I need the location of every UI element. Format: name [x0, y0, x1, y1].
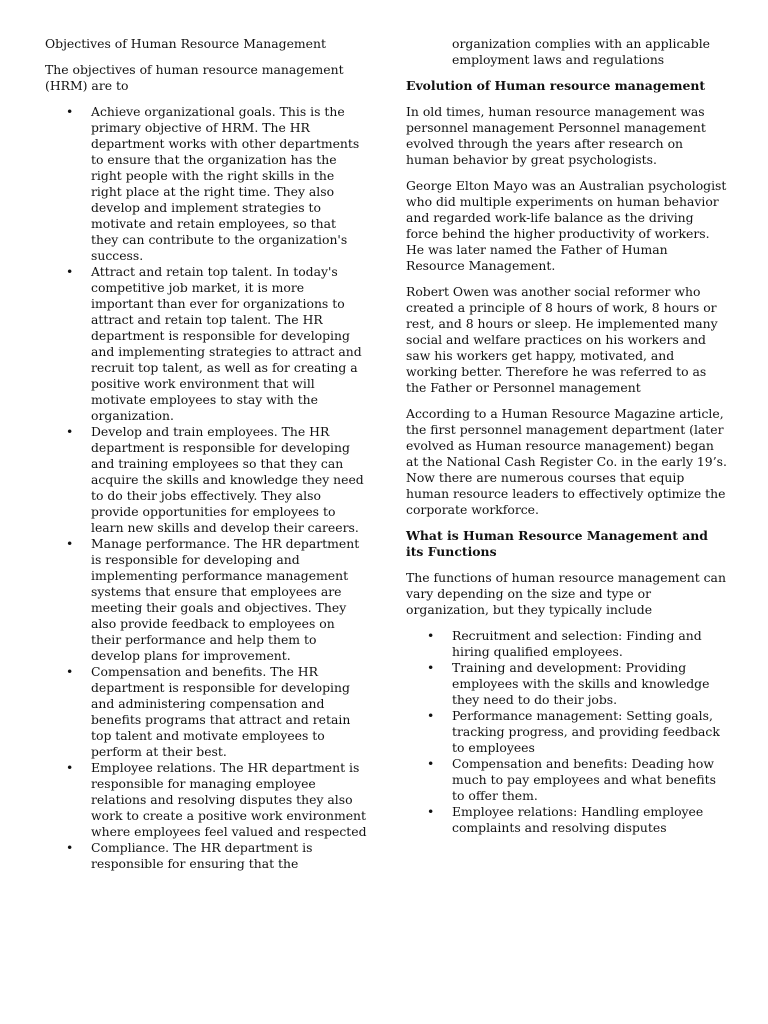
functions-intro: The functions of human resource management can vary depending on the size and type or organization, but they typically include — [406, 570, 726, 617]
bullet-icon: • — [427, 756, 435, 771]
left-column — [45, 36, 367, 872]
list-item — [45, 760, 367, 840]
list-item — [45, 424, 367, 536]
bullet-icon: • — [66, 424, 74, 439]
list-item — [45, 536, 367, 664]
list-item-text: Attract and retain top talent. In today's competitive job market, it is more important than ever for organizations to attract and retain top talent. The HR department is responsible for developing and implementing strategies to attract and recruit top talent, as well as for creating a positive work environment that will motivate employees to stay with the organization. — [91, 264, 362, 423]
list-item — [406, 804, 728, 836]
list-item-text: Compensation and benefits: Deading how much to pay employees and what benefits to offer them. — [452, 756, 716, 803]
bullet-icon: • — [66, 104, 74, 119]
list-item-text: Recruitment and selection: Finding and hiring qualified employees. — [452, 628, 702, 659]
evolution-paragraph: In old times, human resource management was personnel management Personnel management evolved through the years after research on human behavior by great psychologists. — [406, 104, 706, 167]
objectives-intro: The objectives of human resource management (HRM) are to — [45, 62, 344, 93]
compliance-continuation: organization complies with an applicable employment laws and regulations — [452, 36, 711, 67]
evolution-paragraph: George Elton Mayo was an Australian psychologist who did multiple experiments on human behavior and regarded work-life balance as the driving force behind the higher productivity of workers. He was later named the Father of Human Resource Management. — [406, 178, 727, 273]
list-item — [406, 660, 728, 708]
list-item-text: Training and development: Providing employees with the skills and knowledge they need to do their jobs. — [452, 660, 710, 707]
bullet-icon: • — [66, 536, 74, 551]
right-column — [406, 36, 728, 836]
bullet-icon: • — [66, 664, 74, 679]
evolution-paragraph: According to a Human Resource Magazine article, the first personnel management department (later evolved as Human resource management) began at the National Cash Register Co. in the early 19’s. Now there are numerous courses that equip human resource leaders to effectively optimize the corporate workforce. — [406, 406, 727, 517]
list-item-text: Manage performance. The HR department is responsible for developing and implementing performance management systems that ensure that employees are meeting their goals and objectives. They also provide feedback to employees on their performance and help them to develop plans for improvement. — [91, 536, 360, 663]
bullet-icon: • — [427, 804, 435, 819]
bullet-icon: • — [66, 760, 74, 775]
list-item — [406, 628, 728, 660]
list-item-text: Compliance. The HR department is responsible for ensuring that the — [91, 840, 313, 871]
bullet-icon: • — [66, 840, 74, 855]
objectives-list — [45, 104, 367, 872]
section-title-functions: What is Human Resource Management and its Functions — [406, 528, 708, 559]
section-title-evolution: Evolution of Human resource management — [406, 78, 706, 93]
list-item-text: Achieve organizational goals. This is the primary objective of HRM. The HR department works with other departments to ensure that the organization has the right people with the right skills in the right place at the right time. They also develop and implement strategies to motivate and retain employees, so that they can contribute to the organization's success. — [91, 104, 360, 263]
list-item — [45, 840, 367, 872]
list-item — [45, 264, 367, 424]
section-title-objectives: Objectives of Human Resource Management — [45, 36, 326, 51]
list-item-text: Employee relations: Handling employee complaints and resolving disputes — [452, 804, 704, 835]
list-item — [406, 708, 728, 756]
functions-list — [406, 628, 728, 836]
bullet-icon: • — [427, 660, 435, 675]
bullet-icon: • — [427, 708, 435, 723]
bullet-icon: • — [427, 628, 435, 643]
list-item-text: Performance management: Setting goals, tracking progress, and providing feedback to employees — [452, 708, 720, 755]
list-item — [406, 756, 728, 804]
list-item — [45, 104, 367, 264]
list-item-text: Develop and train employees. The HR department is responsible for developing and training employees so that they can acquire the skills and knowledge they need to do their jobs effectively. They also provide opportunities for employees to learn new skills and develop their careers. — [91, 424, 364, 535]
list-item-text: Employee relations. The HR department is responsible for managing employee relations and resolving disputes they also work to create a positive work environment where employees feel valued and respected — [91, 760, 367, 839]
list-item — [45, 664, 367, 760]
list-item-text: Compensation and benefits. The HR department is responsible for developing and administering compensation and benefits programs that attract and retain top talent and motivate employees to perform at their best. — [91, 664, 351, 759]
bullet-icon: • — [66, 264, 74, 279]
evolution-paragraph: Robert Owen was another social reformer who created a principle of 8 hours of work, 8 hours or rest, and 8 hours or sleep. He implemented many social and welfare practices on his workers and saw his workers get happy, motivated, and working better. Therefore he was referred to as the Father or Personnel management — [406, 284, 718, 395]
